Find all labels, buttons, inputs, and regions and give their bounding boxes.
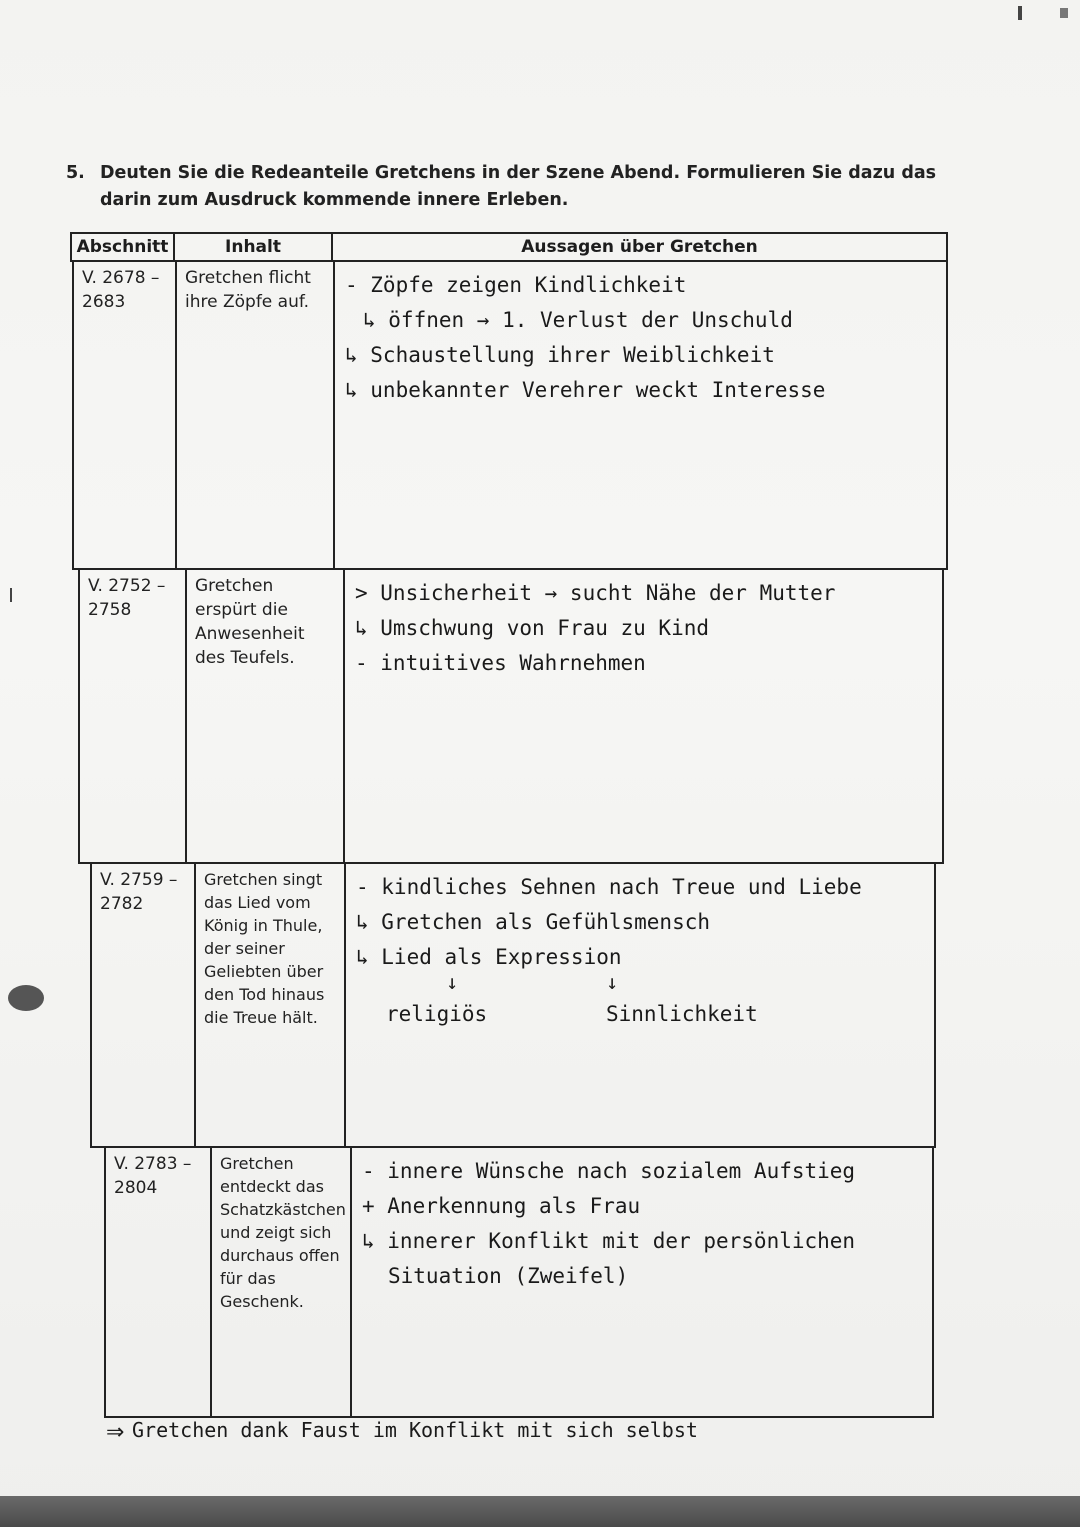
handwritten-line: - intuitives Wahrnehmen bbox=[355, 651, 646, 675]
handwritten-line: ↳ öffnen → 1. Verlust der Unschuld bbox=[363, 308, 793, 332]
table-row bbox=[104, 1146, 934, 1418]
task-number: 5. bbox=[66, 163, 85, 183]
row-inhalt: Gretchen entdeckt das Schatzkästchen und zeigt sich durchaus offen für das Geschenk. bbox=[212, 1148, 352, 1416]
handwritten-line: + Anerkennung als Frau bbox=[362, 1194, 641, 1218]
handwritten-line: Situation (Zweifel) bbox=[388, 1264, 629, 1288]
handwritten-line: - Zöpfe zeigen Kindlichkeit bbox=[345, 273, 687, 297]
row-aussagen bbox=[335, 262, 946, 568]
handwritten-line: ↳ Umschwung von Frau zu Kind bbox=[355, 616, 710, 640]
branch-arrow: ↓ bbox=[446, 970, 459, 994]
row-inhalt: Gretchen erspürt die Anwesenheit des Teufels. bbox=[187, 570, 345, 862]
summary-conclusion: Gretchen dank Faust im Konflikt mit sich selbst bbox=[132, 1418, 698, 1442]
table-header-row bbox=[70, 232, 948, 262]
row-inhalt: Gretchen singt das Lied vom König in Thule, der seiner Geliebten über den Tod hinaus die Treue hält. bbox=[196, 864, 346, 1146]
header-inhalt: Inhalt bbox=[175, 234, 333, 260]
row-inhalt: Gretchen flicht ihre Zöpfe auf. bbox=[177, 262, 335, 568]
summary-arrow: ⇒ bbox=[106, 1420, 125, 1445]
handwritten-line: ↳ unbekannter Verehrer weckt Interesse bbox=[345, 378, 826, 402]
header-aussagen: Aussagen über Gretchen bbox=[521, 237, 758, 257]
handwritten-line: > Unsicherheit → sucht Nähe der Mutter bbox=[355, 581, 836, 605]
branch-label: Sinnlichkeit bbox=[606, 1002, 758, 1026]
row-abschnitt: V. 2752 – 2758 bbox=[80, 570, 187, 862]
row-aussagen bbox=[345, 570, 942, 862]
handwritten-line: ↳ Gretchen als Gefühlsmensch bbox=[356, 910, 711, 934]
row-aussagen bbox=[352, 1148, 932, 1416]
row-aussagen bbox=[346, 864, 934, 1146]
branch-label: religiös bbox=[386, 1002, 488, 1026]
row-abschnitt: V. 2759 – 2782 bbox=[92, 864, 196, 1146]
handwritten-line: - innere Wünsche nach sozialem Aufstieg bbox=[362, 1159, 856, 1183]
table-row bbox=[90, 862, 936, 1148]
table-row bbox=[72, 260, 948, 570]
handwritten-line: ↳ innerer Konflikt mit der persönlichen bbox=[362, 1229, 856, 1253]
task-text: Deuten Sie die Redeanteile Gretchens in der Szene Abend. Formulieren Sie dazu das darin zum Ausdruck kommende innere Erleben. bbox=[100, 163, 937, 210]
branch-area bbox=[356, 970, 924, 1045]
header-abschnitt: Abschnitt bbox=[72, 234, 175, 260]
handwritten-line: - kindliches Sehnen nach Treue und Liebe bbox=[356, 875, 862, 899]
row-abschnitt: V. 2783 – 2804 bbox=[106, 1148, 212, 1416]
handwritten-line: ↳ Schaustellung ihrer Weiblichkeit bbox=[345, 343, 775, 367]
branch-arrow: ↓ bbox=[606, 970, 619, 994]
table-row bbox=[78, 568, 944, 864]
row-abschnitt: V. 2678 – 2683 bbox=[74, 262, 177, 568]
handwritten-line: ↳ Lied als Expression bbox=[356, 945, 622, 969]
